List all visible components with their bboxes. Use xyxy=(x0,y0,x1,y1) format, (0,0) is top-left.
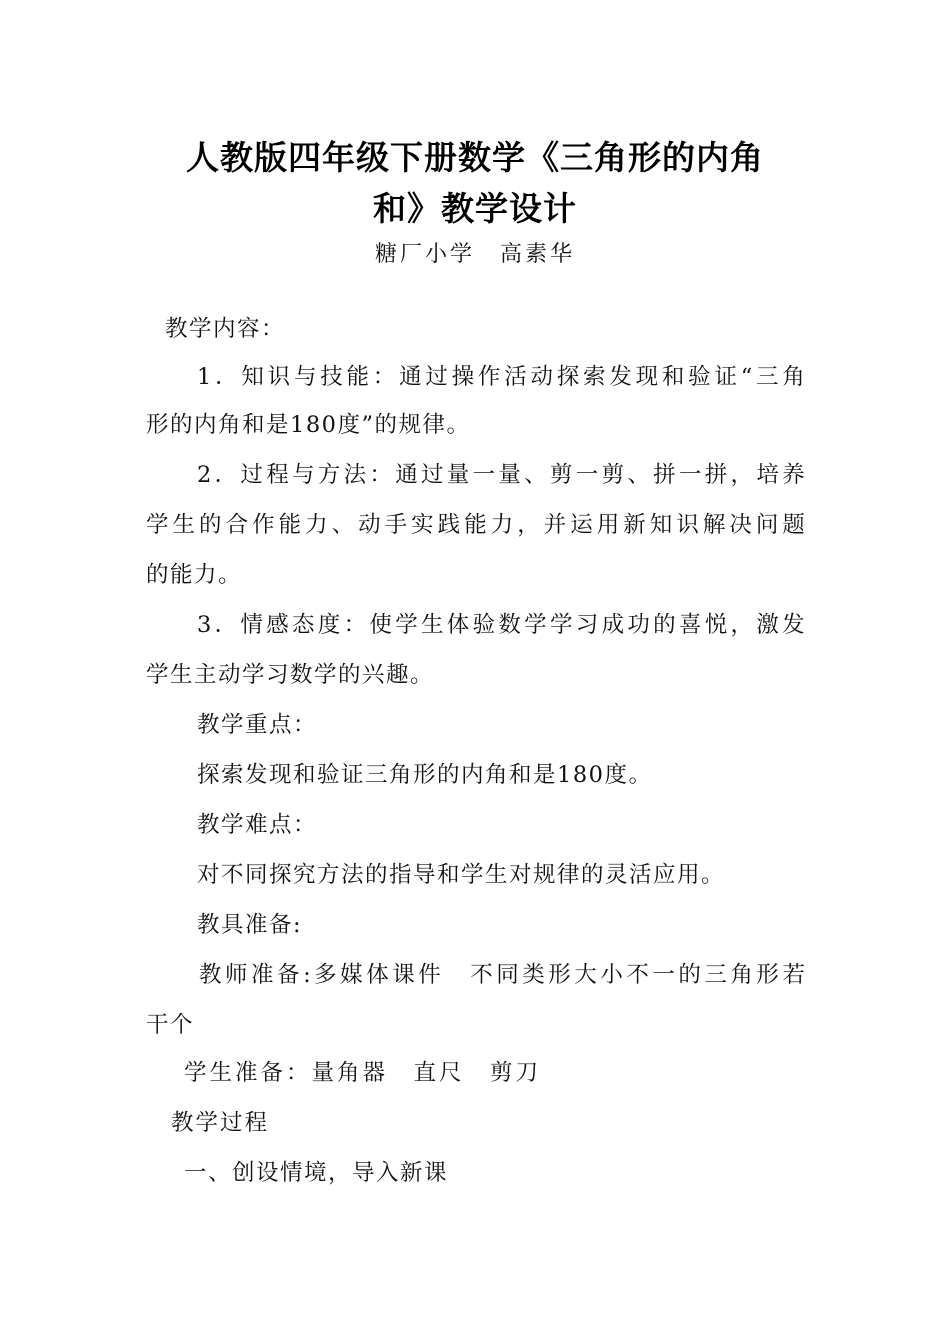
goal-2-line-3: 的能力。 xyxy=(146,562,243,588)
tools-heading: 教具准备: xyxy=(197,912,303,938)
goal-1-line-1: 1 ． 知 识 与 技 能 ： 通 过 操 作 活 动 探 索 发 现 和 验 证 “ 三 角 xyxy=(197,364,805,390)
goal-3-line-2: 学生主动学习数学的兴趣。 xyxy=(146,662,435,688)
teacher-prep-line-2: 干个 xyxy=(146,1012,195,1038)
author-line: 糖厂小学 高素华 xyxy=(374,242,575,267)
document-title-line-1: 人教版四年级下册数学《三角形的内角 xyxy=(186,138,764,177)
document-title-line-2: 和》教学设计 xyxy=(373,189,577,228)
key-point-text: 探索发现和验证三角形的内角和是180度。 xyxy=(197,762,653,788)
goal-3-line-1: 3 ． 情 感 态 度 ： 使 学 生 体 验 数 学 学 习 成 功 的 喜 悦 ， 激 发 xyxy=(197,612,805,638)
student-prep: 学生准备：量角器 直尺 剪刀 xyxy=(184,1060,542,1086)
goal-1-line-2: 形的内角和是180度”的规律。 xyxy=(146,412,471,438)
process-heading: 教学过程 xyxy=(171,1110,270,1136)
section-1-heading: 一、创设情境，导入新课 xyxy=(184,1160,449,1186)
goal-2-line-1: 2 ． 过 程 与 方 法 ： 通 过 量 一 量 、 剪 一 剪 、 拼 一 拼 ， 培 养 xyxy=(197,462,805,488)
difficulty-text: 对不同探究方法的指导和学生对规律的灵活应用。 xyxy=(197,862,726,888)
content-heading: 教学内容： xyxy=(165,316,286,342)
difficulty-heading: 教学难点： xyxy=(197,812,318,838)
teacher-prep-line-1: 教 师 准 备 : 多 媒 体 课 件 不 同 类 形 大 小 不 一 的 三 角 形 若 xyxy=(199,962,805,988)
key-point-heading: 教学重点： xyxy=(197,712,318,738)
goal-2-line-2: 学 生 的 合 作 能 力 、 动 手 实 践 能 力 ， 并 运 用 新 知 识 解 决 问 题 xyxy=(146,512,805,538)
